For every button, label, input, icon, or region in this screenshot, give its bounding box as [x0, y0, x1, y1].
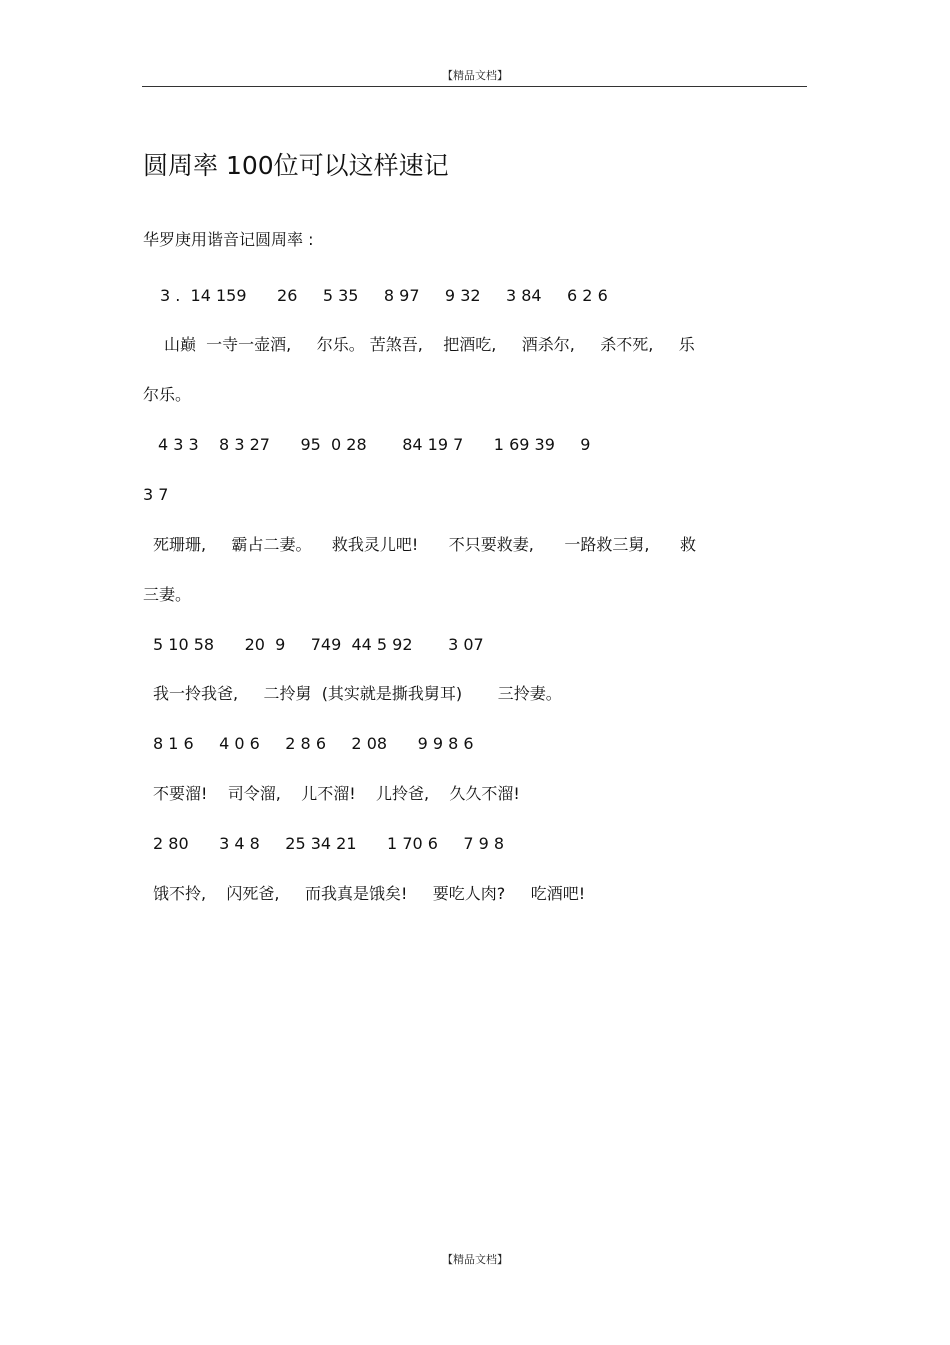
mnemonic-line-1: 山巅 一寺一壶酒, 尔乐。 苦煞吾, 把酒吃, 酒杀尔, 杀不死, 乐	[164, 335, 695, 354]
mnemonic-line-1-cont: 尔乐。	[143, 385, 192, 404]
intro-line: 华罗庚用谐音记圆周率 :	[143, 230, 314, 249]
digits-line-2-cont: 3 7	[143, 485, 169, 504]
digits-line-1: 3 . 14 159 26 5 35 8 97 9 32 3 84 6 2 6	[160, 286, 608, 305]
digits-line-2: 4 3 3 8 3 27 95 0 28 84 19 7 1 69 39 9	[158, 435, 591, 454]
mnemonic-line-2: 死珊珊, 霸占二妻。 救我灵儿吧! 不只要救妻, 一路救三舅, 救	[153, 535, 696, 554]
digits-line-3: 5 10 58 20 9 749 44 5 92 3 07	[153, 635, 484, 654]
mnemonic-line-3: 我一拎我爸, 二拎舅 (其实就是撕我舅耳) 三拎妻。	[153, 684, 562, 703]
header-divider	[142, 86, 807, 87]
mnemonic-line-4: 不要溜! 司令溜, 儿不溜! 儿拎爸, 久久不溜!	[153, 784, 520, 803]
mnemonic-line-2-cont: 三妻。	[143, 585, 192, 604]
digits-line-4: 8 1 6 4 0 6 2 8 6 2 08 9 9 8 6	[153, 734, 474, 753]
digits-line-5: 2 80 3 4 8 25 34 21 1 70 6 7 9 8	[153, 834, 505, 853]
mnemonic-line-5: 饿不拎, 闪死爸, 而我真是饿矣! 要吃人肉? 吃酒吧!	[153, 884, 586, 903]
document-title: 圆周率 100位可以这样速记	[143, 151, 449, 180]
page-footer: 【精品文档】	[442, 1253, 508, 1266]
page-header: 【精品文档】	[442, 69, 508, 82]
